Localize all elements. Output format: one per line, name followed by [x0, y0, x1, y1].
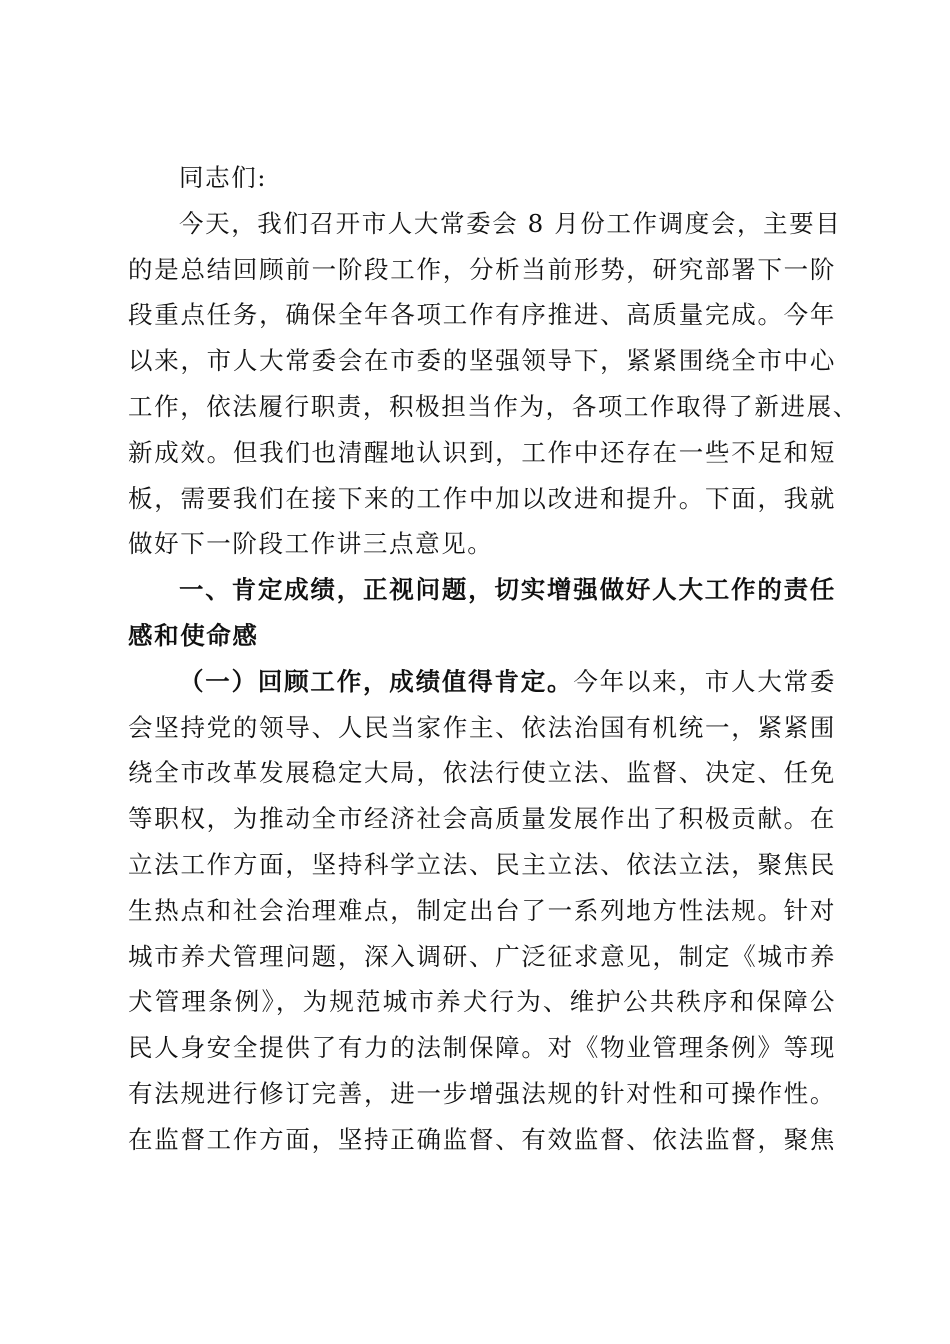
paragraph-1-line: 以来，市人大常委会在市委的坚强领导下，紧紧围绕全市中心 — [128, 346, 836, 376]
paragraph-1-line: 的是总结回顾前一阶段工作，分析当前形势，研究部署下一阶 — [128, 254, 836, 284]
paragraph-1-line: 工作，依法履行职责，积极担当作为，各项工作取得了新进展、 — [128, 391, 859, 421]
paragraph-1-line: 板，需要我们在接下来的工作中加以改进和提升。下面，我就 — [128, 483, 836, 513]
paragraph-2-line: 有法规进行修订完善，进一步增强法规的针对性和可操作性。 — [128, 1078, 836, 1108]
paragraph-2-line-tail: 今年以来，市人大常委 — [573, 666, 836, 696]
paragraph-1-line: 新成效。但我们也清醒地认识到，工作中还存在一些不足和短 — [128, 437, 836, 467]
subsection-line — [128, 659, 836, 705]
paragraph-1-line: 今天，我们召开市人大常委会 8 月份工作调度会，主要目 — [179, 208, 842, 238]
section-heading-line: 一、肯定成绩，正视问题，切实增强做好人大工作的责任 — [179, 575, 836, 605]
paragraph-2-line: 在监督工作方面，坚持正确监督、有效监督、依法监督，聚焦 — [128, 1124, 836, 1154]
paragraph-2-line: 民人身安全提供了有力的法制保障。对《物业管理条例》等现 — [128, 1033, 836, 1063]
paragraph-2-line: 会坚持党的领导、人民当家作主、依法治国有机统一，紧紧围 — [128, 712, 836, 742]
salutation: 同志们: — [179, 163, 268, 192]
paragraph-2-line: 犬管理条例》，为规范城市养犬行为、维护公共秩序和保障公 — [128, 987, 836, 1017]
paragraph-2-line: 城市养犬管理问题，深入调研、广泛征求意见，制定《城市养 — [128, 941, 836, 971]
paragraph-2-line: 生热点和社会治理难点，制定出台了一系列地方性法规。针对 — [128, 895, 836, 925]
paragraph-1-line: 做好下一阶段工作讲三点意见。 — [128, 529, 494, 559]
paragraph-2-line: 立法工作方面，坚持科学立法、民主立法、依法立法，聚焦民 — [128, 849, 836, 879]
paragraph-1-line: 段重点任务，确保全年各项工作有序推进、高质量完成。今年 — [128, 300, 836, 330]
section-heading-line: 感和使命感 — [128, 620, 259, 650]
paragraph-2-line: 等职权，为推动全市经济社会高质量发展作出了积极贡献。在 — [128, 804, 836, 834]
paragraph-2-line: 绕全市改革发展稳定大局，依法行使立法、监督、决定、任免 — [128, 758, 836, 788]
document-body — [128, 155, 859, 1163]
subsection-heading: （一）回顾工作，成绩值得肯定。 — [179, 666, 574, 696]
